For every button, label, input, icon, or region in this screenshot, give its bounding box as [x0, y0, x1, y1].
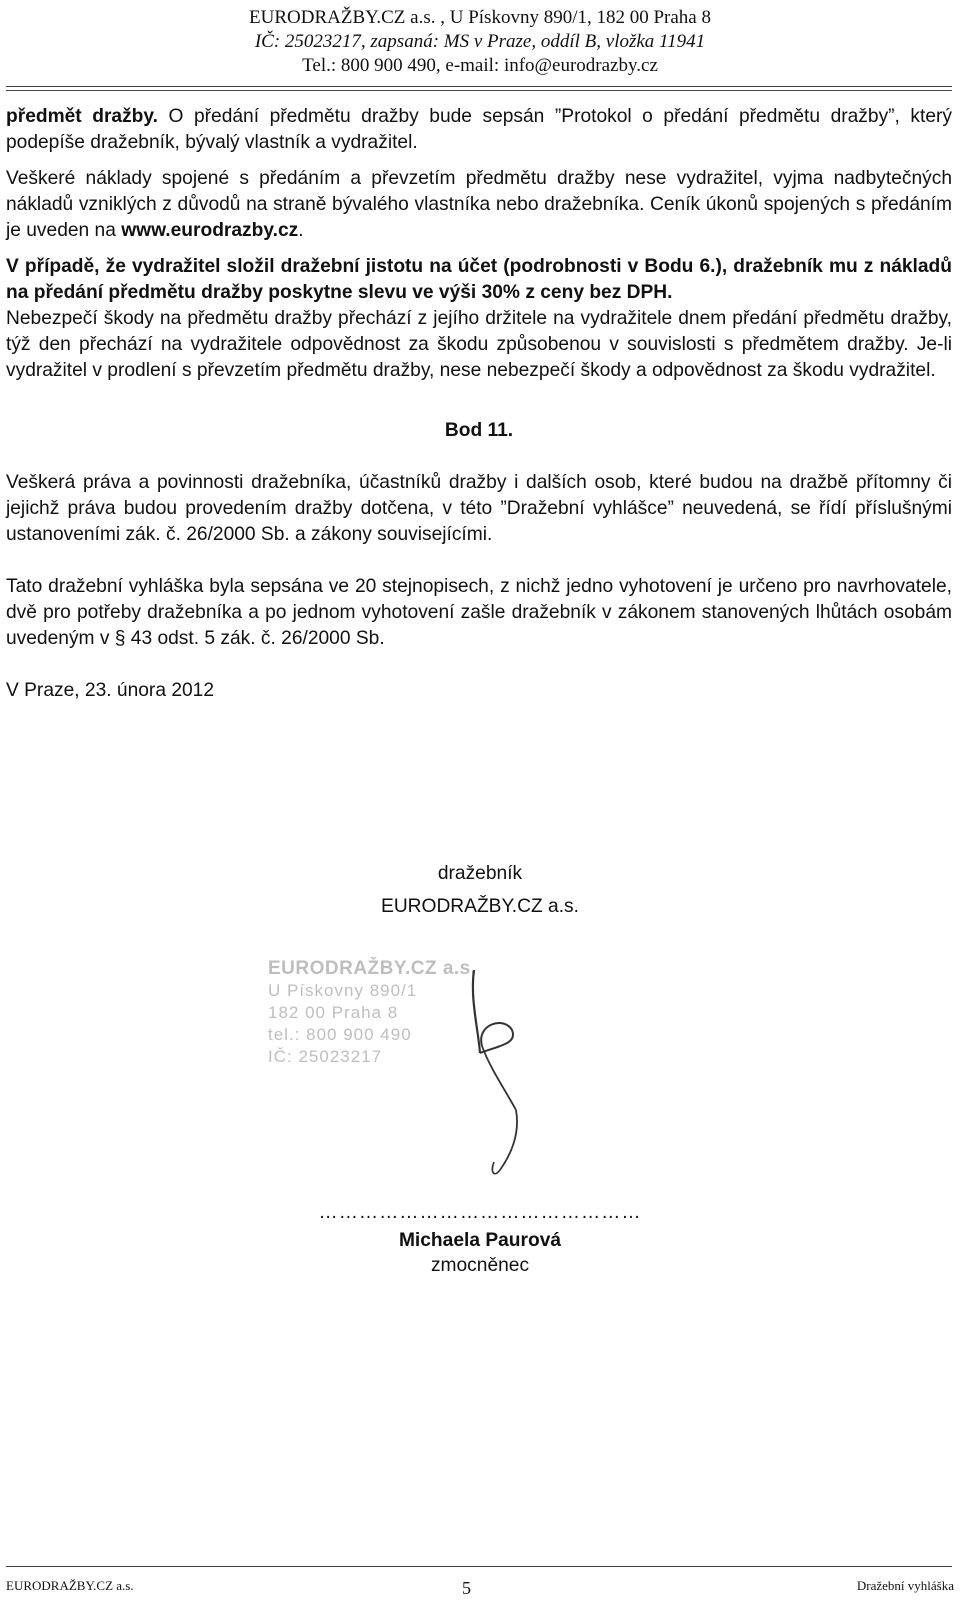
footer-document-title: Dražební vyhláška	[856, 1578, 954, 1593]
stamp-line: IČ: 25023217	[268, 1047, 383, 1066]
paragraph-handover-protocol	[6, 104, 952, 156]
section-heading: Bod 11.	[444, 420, 514, 441]
signer-role: zmocněnec	[430, 1255, 530, 1276]
document-body	[6, 104, 952, 704]
stamp-line: 182 00 Praha 8	[268, 1003, 399, 1022]
paragraph-costs: Veškeré náklady spojené s předáním a převzetím předmětu dražby nese vydražitel, vyjma nadbytečných nákladů vzniklých z důvodů na straně bývalého vlastníka nebo dražebníka. Ceník úkonů spojených s předáním je uveden na www.eurodrazby.cz.	[6, 168, 952, 241]
header-divider-double	[6, 90, 952, 91]
stamp-line: tel.: 800 900 490	[268, 1025, 412, 1044]
paragraph-text: Veškeré náklady spojené s předáním a převzetím předmětu dražby nese vydražitel, vyjma nadbytečných nákladů vzniklých z důvodů na straně bývalého vlastníka nebo dražebníka. Ceník úkonů spojených s předáním je uveden na	[6, 168, 952, 241]
signature-company: EURODRAŽBY.CZ a.s.	[381, 896, 579, 917]
footer-divider	[6, 1566, 952, 1567]
place-date: V Praze, 23. února 2012	[6, 680, 215, 701]
page-number: 5	[462, 1578, 471, 1598]
document-header	[0, 0, 960, 78]
signature-dotted-line: …………………………………………	[318, 1202, 642, 1223]
stamp-line: EURODRAŽBY.CZ a.s.	[268, 958, 477, 979]
paragraph-copies: Tato dražební vyhláška byla sepsána ve 20 stejnopisech, z nichž jedno vyhotovení je určeno pro navrhovatele, dvě pro potřeby dražebníka a po jednom vyhotovení zašle dražebník v zákonem stanovených lhůtách osobám uvedeným v § 43 odst. 5 zák. č. 26/2000 Sb.	[6, 576, 952, 649]
header-company-line: EURODRAŽBY.CZ a.s. , U Pískovny 890/1, 182 00 Praha 8	[249, 7, 711, 28]
header-registration-line: IČ: 25023217, zapsaná: MS v Praze, oddíl B, vložka 11941	[254, 31, 706, 52]
header-divider	[6, 86, 952, 87]
signer-name: Michaela Paurová	[398, 1230, 562, 1251]
stamp-line: U Pískovny 890/1	[268, 981, 418, 1000]
paragraph-text: O předání předmětu dražby bude sepsán ”Protokol o předání předmětu dražby”, který podepíše dražebník, bývalý vlastník a vydražitel.	[6, 106, 952, 153]
paragraph-risk-transfer: Nebezpečí škody na předmětu dražby přechází z jejího držitele na vydražitele dnem předání předmětu dražby, týž den přechází na vydražitele odpovědnost za škodu způsobenou v souvislosti s předmětem dražby. Je-li vydražitel v prodlení s převzetím předmětu dražby, nese nebezpečí škody a odpovědnost za škodu vydražitel.	[6, 308, 952, 381]
header-contact-line: Tel.: 800 900 490, e-mail: info@eurodrazby.cz	[302, 55, 658, 76]
website-link[interactable]: www.eurodrazby.cz	[121, 220, 299, 241]
handwritten-signature	[268, 958, 528, 1188]
signature-role: dražebník	[437, 863, 523, 884]
bold-lead: předmět dražby.	[6, 106, 158, 127]
company-stamp	[268, 958, 528, 1188]
footer-company: EURODRAŽBY.CZ a.s.	[6, 1578, 134, 1593]
paragraph-discount: V případě, že vydražitel složil dražební jistotu na účet (podrobnosti v Bodu 6.), dražebník mu z nákladů na předání předmětu dražby poskytne slevu ve výši 30% z ceny bez DPH.	[6, 256, 952, 303]
paragraph-rights: Veškerá práva a povinnosti dražebníka, účastníků dražby i dalších osob, které budou na dražbě přítomny či jejichž práva budou provedením dražby dotčena, v této ”Dražební vyhlášce” neuvedená, se řídí příslušnými ustanoveními zák. č. 26/2000 Sb. a zákony souvisejícími.	[6, 472, 952, 545]
document-footer	[0, 1570, 960, 1600]
